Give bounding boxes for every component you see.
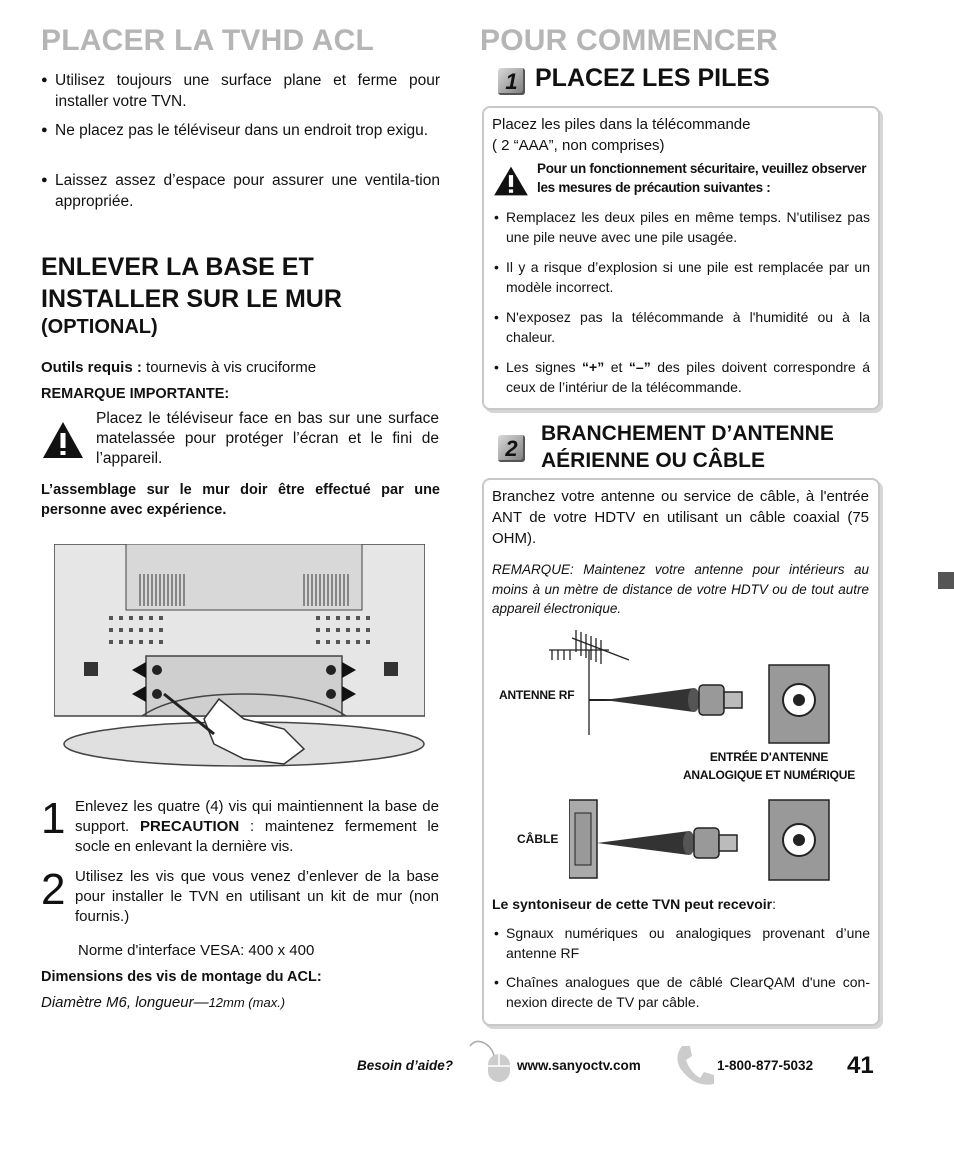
list-item: • Il y a risque d’explosion si une pile est remplacée par un modèle incorrect.: [494, 257, 870, 297]
dims-value-a: Diamètre M6, longueur—: [41, 994, 209, 1011]
tuner-colon: :: [772, 896, 776, 912]
antenna-title-line1: BRANCHEMENT D’ANTENNE: [541, 422, 834, 445]
placez-piles-title: PLACEZ LES PILES: [535, 64, 770, 92]
label-entree-line2: ANALOGIQUE ET NUMÉRIQUE: [682, 768, 856, 782]
dims-value-b: 12mm (max.): [208, 995, 286, 1010]
warning-text: Placez le téléviseur face en bas sur une surface matelassée pour protéger l’écran et le fini de l’appareil.: [96, 410, 439, 467]
list-item: • Sgnaux numériques ou analogiques provenant d’une antenne RF: [494, 923, 870, 963]
label-antenne-rf: ANTENNE RF: [499, 688, 575, 702]
sign-plus: “+”: [582, 359, 605, 375]
sign-text-b: des piles doivent correspondre á ceux de l’intériur de la télécommande.: [506, 359, 870, 395]
list-item: • Chaînes analogues que de câblé ClearQAM d'une con-nexion directe de TV par câble.: [494, 972, 870, 1012]
dims-label: Dimensions des vis de montage du ACL:: [41, 969, 322, 985]
placement-bullet-list: [41, 70, 440, 220]
antenna-intro: Branchez votre antenne ou service de câble, à l'entrée ANT de votre HDTV en utilisant un câble coaxial (75 OHM).: [492, 488, 869, 547]
step-number-1: 1: [41, 794, 66, 843]
step-1-text-b: : maintenez fermement le socle en enlevant la dernière vis.: [75, 818, 439, 855]
list-item: • N'exposez pas la télécommande à l'humidité ou à la chaleur.: [494, 307, 870, 347]
list-item: • Remplacez les deux piles en même temps. N'utilisez pas une pile neuve avec une pile usagée.: [494, 207, 870, 247]
warning-triangle-icon: [492, 165, 530, 197]
step-2-icon: 2: [498, 435, 525, 462]
step-1-text: [75, 797, 439, 857]
step-1-precaution: PRECAUTION: [139, 818, 240, 835]
remarque-label: REMARQUE IMPORTANTE:: [41, 386, 230, 402]
step-1-icon: 1: [498, 68, 525, 95]
right-page-title: POUR COMMENCER: [480, 24, 778, 57]
label-cable: CÂBLE: [517, 832, 559, 846]
antenna-connection-diagram: [544, 630, 844, 745]
antenna-box: [482, 478, 880, 1026]
step-1-text-a: Enlevez les quatre (4) vis qui maintiennent la base de support.: [75, 798, 439, 835]
sign-et: et: [604, 359, 629, 375]
section-subtitle: (OPTIONAL): [41, 316, 158, 338]
warning-triangle-icon: [41, 420, 85, 460]
tools-label: Outils requis :: [41, 359, 142, 376]
section-title-line1: ENLEVER LA BASE ET: [41, 253, 314, 281]
section-title-line2: INSTALLER SUR LE MUR: [41, 285, 342, 313]
phone-number: 1-800-877-5032: [717, 1058, 814, 1073]
antenna-section-title: [541, 420, 834, 474]
page-number: 41: [847, 1052, 874, 1079]
batteries-intro: [492, 114, 750, 156]
tools-line: [41, 358, 316, 378]
label-entree-antenne: [664, 748, 874, 784]
sign-text-a: Les signes: [506, 359, 583, 375]
antenna-title-line2: AÉRIENNE OU CÂBLE: [541, 449, 766, 472]
left-page-title: PLACER LA TVHD ACL: [41, 24, 375, 57]
label-entree-line1: ENTRÉE D'ANTENNE: [709, 750, 829, 764]
website-link[interactable]: www.sanyoctv.com: [517, 1058, 641, 1073]
sign-minus: “–”: [628, 359, 651, 375]
phone-icon: [672, 1042, 716, 1088]
assembly-note: L’assemblage sur le mur doir être effectué par une personne avec expérience.: [41, 482, 440, 518]
vesa-line: Norme d'interface VESA: 400 x 400: [78, 942, 315, 959]
help-text: Besoin d’aide?: [357, 1058, 454, 1073]
antenna-remarque-text: : Maintenez votre antenne pour intérieurs au moins à un mètre de distance de votre HDTV ou de tout autre appareil électronique.: [492, 562, 869, 616]
list-item: ● Laissez assez d’espace pour assurer une ventila-tion appropriée.: [41, 170, 440, 212]
tuner-label: [492, 896, 776, 912]
antenna-remarque-label: REMARQUE: [492, 562, 571, 577]
mouse-icon: [466, 1036, 516, 1084]
step-number-2: 2: [41, 865, 66, 914]
antenna-remarque: [492, 560, 869, 619]
tuner-label-bold: Le syntoniseur de cette TVN peut recevoir: [492, 896, 773, 912]
batteries-intro-line2: ( 2 “AAA”, non comprises): [492, 137, 665, 154]
tv-back-illustration: [54, 544, 425, 768]
cable-connection-diagram: [569, 795, 849, 885]
list-item: ● Utilisez toujours une surface plane et ferme pour installer votre TVN.: [41, 70, 440, 112]
batteries-box: [482, 106, 880, 410]
tools-value: tournevis à vis cruciforme: [146, 359, 317, 376]
batteries-intro-line1: Placez les piles dans la télécommande: [492, 116, 751, 133]
section-tab-marker: [938, 572, 954, 589]
list-item: ● Ne placez pas le téléviseur dans un endroit trop exigu.: [41, 120, 440, 141]
step-2-text: Utilisez les vis que vous venez d’enlever de la base pour installer le TVN en utilisant un kit de mur (non fournis.): [75, 868, 439, 925]
batteries-warning: Pour un fonctionnement sécuritaire, veuillez observer les mesures de précaution suivantes :: [537, 161, 867, 195]
list-item: [494, 357, 870, 397]
dims-value: [41, 994, 285, 1011]
